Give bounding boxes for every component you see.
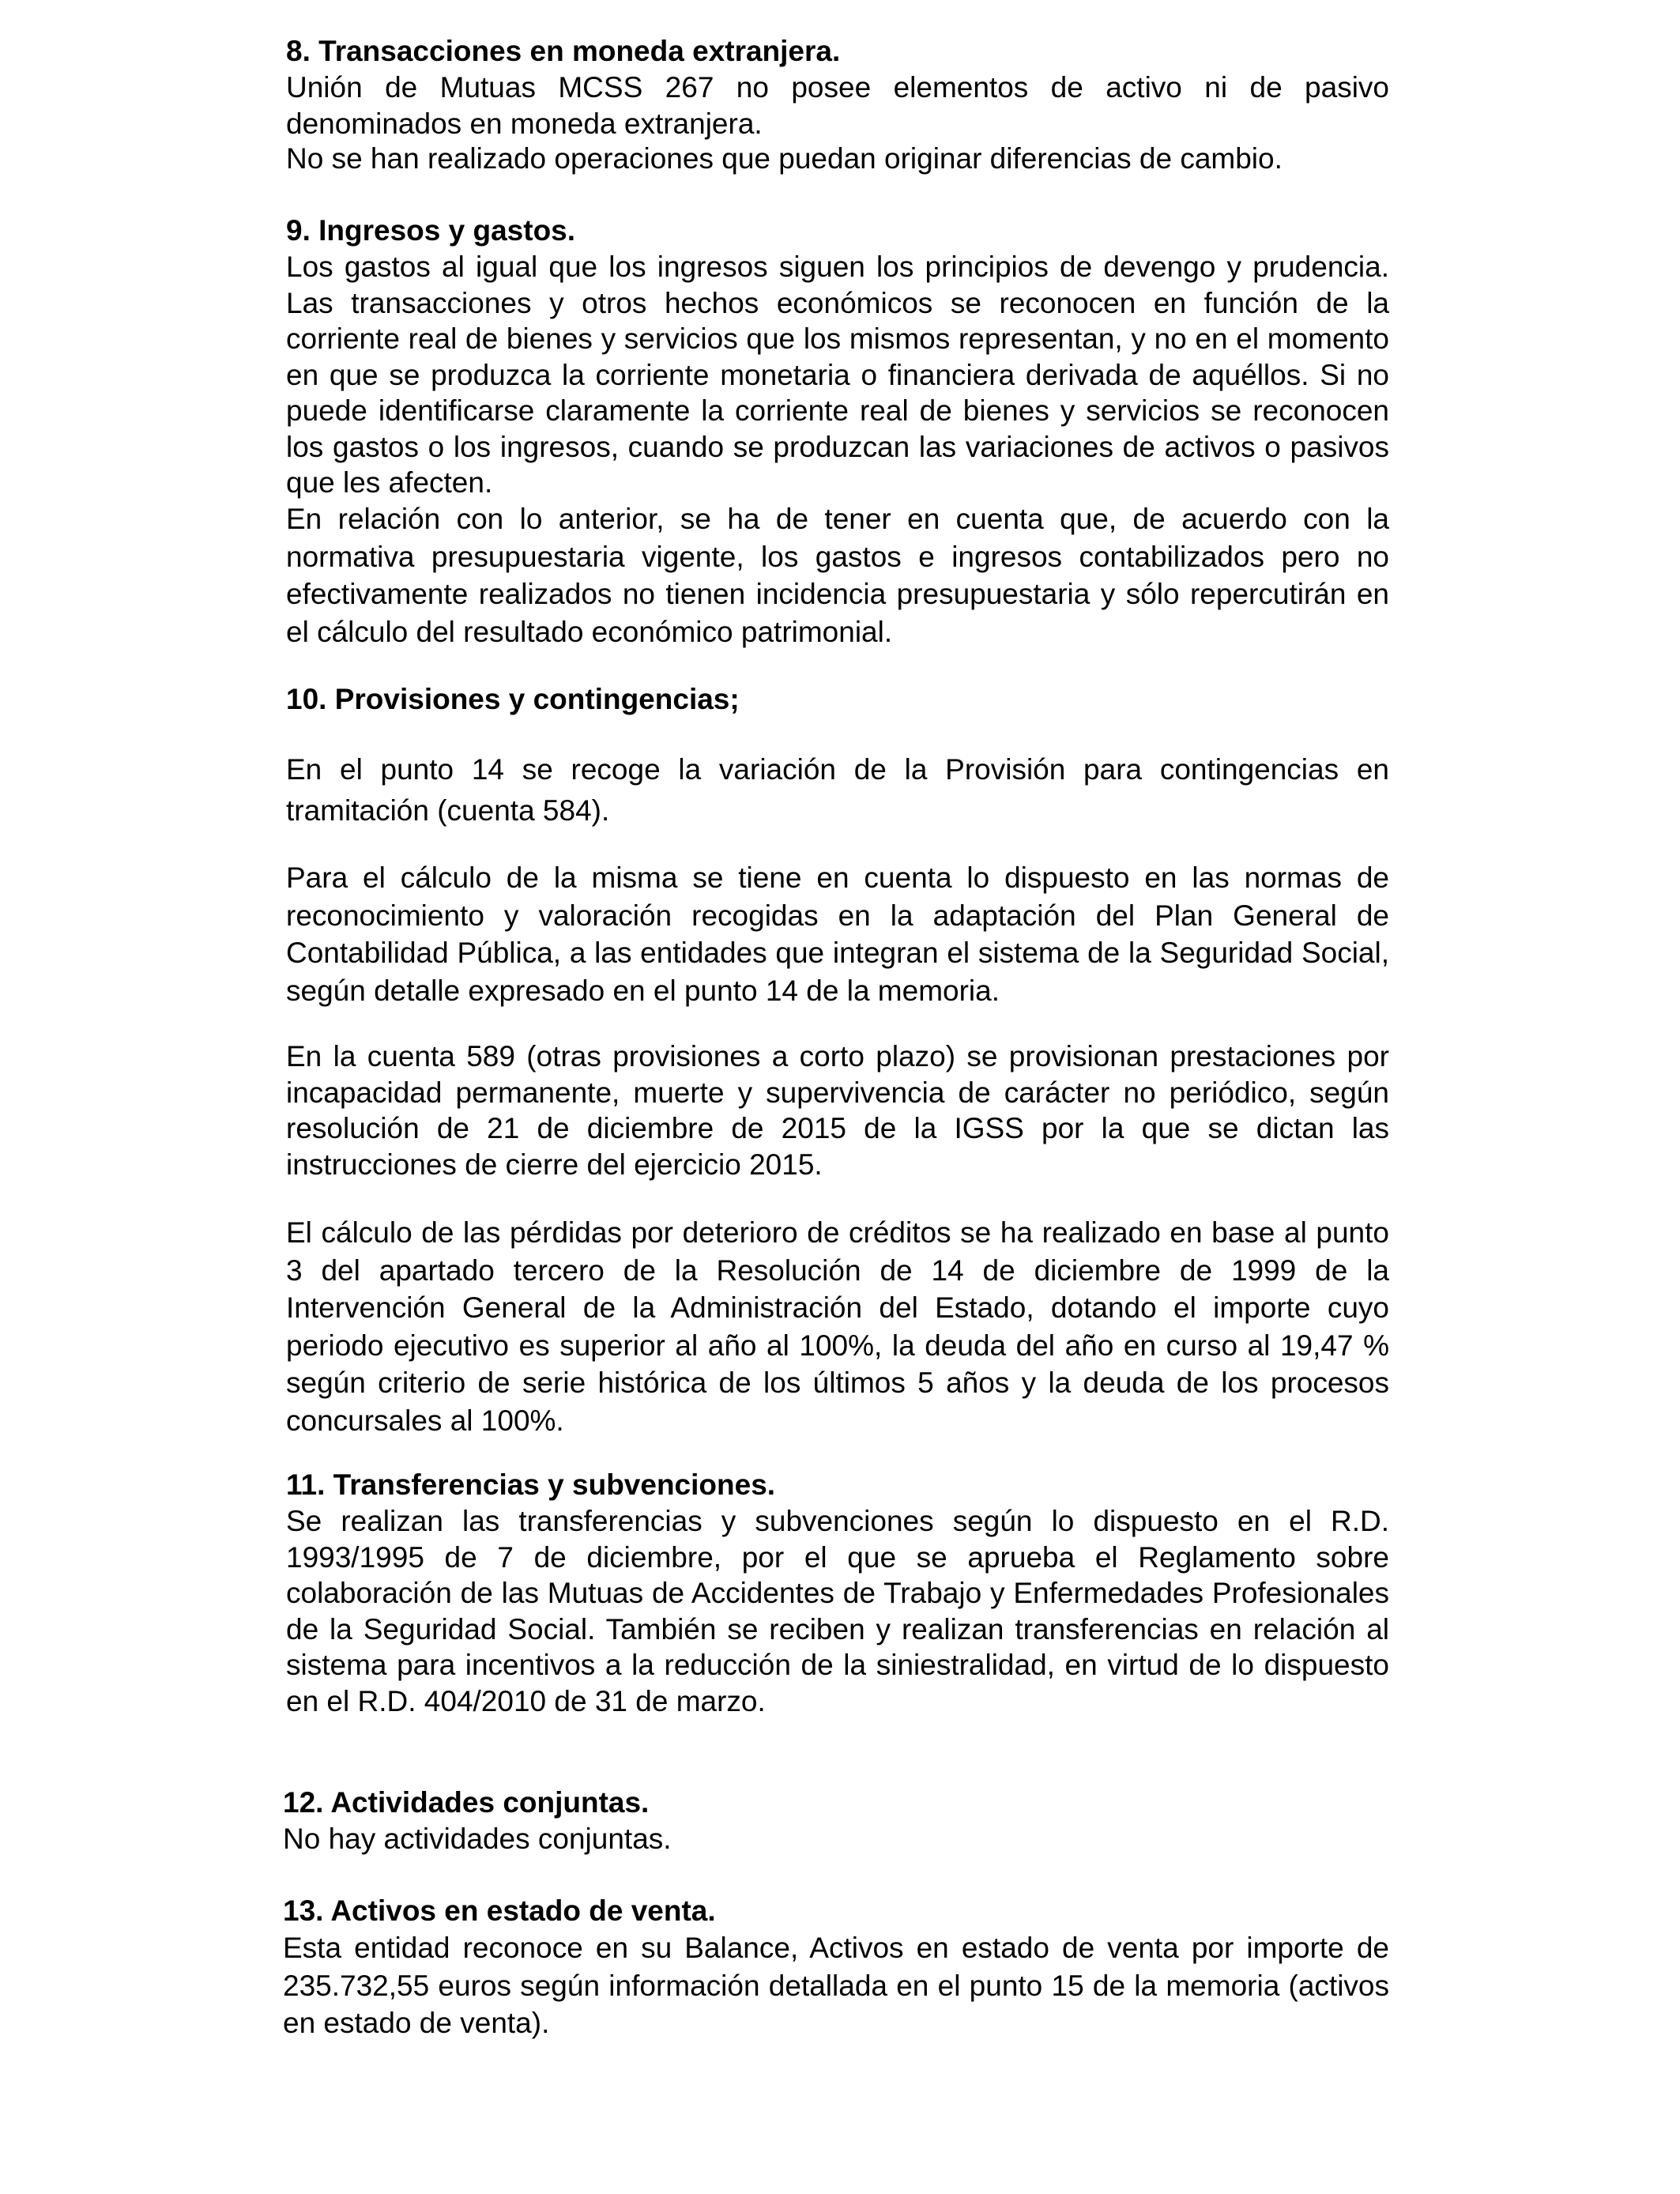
- section-11-heading: 11. Transferencias y subvenciones.: [286, 1468, 776, 1501]
- section-8-paragraph-2: No se han realizado operaciones que puedan originar diferencias de cambio.: [286, 142, 1283, 175]
- section-10-paragraph-4: El cálculo de las pérdidas por deterioro de créditos se ha realizado en base al punto 3 del apartado tercero de la Resolución de 14 de diciembre de 1999 de la Intervención General de la Administración del Estado, dotando el importe cuyo periodo ejecutivo es superior al año al 100%, la deuda del año en curso al 19,47 % según criterio de serie histórica de los últimos 5 años y la deuda de los procesos concursales al 100%.: [286, 1216, 1389, 1437]
- section-10-paragraph-2: Para el cálculo de la misma se tiene en cuenta lo dispuesto en las normas de reconocimiento y valoración recogidas en la adaptación del Plan General de Contabilidad Pública, a las entidades que integran el sistema de la Seguridad Social, según detalle expresado en el punto 14 de la memoria.: [286, 861, 1389, 1007]
- section-10-paragraph-1: En el punto 14 se recoge la variación de la Provisión para contingencias en tramitación (cuenta 584).: [286, 753, 1389, 827]
- section-11-paragraph-1: Se realizan las transferencias y subvenciones según lo dispuesto en el R.D. 1993/1995 de 7 de diciembre, por el que se aprueba el Reglamento sobre colaboración de las Mutuas de Accidentes de Trabajo y Enfermedades Profesionales de la Seguridad Social. También se reciben y realizan transferencias en relación al sistema para incentivos a la reducción de la siniestralidad, en virtud de lo dispuesto en el R.D. 404/2010 de 31 de marzo.: [286, 1505, 1389, 1717]
- section-13-heading: 13. Activos en estado de venta.: [283, 1894, 716, 1927]
- section-8-paragraph-1: Unión de Mutuas MCSS 267 no posee elementos de activo ni de pasivo denominados en moneda extranjera.: [286, 71, 1389, 140]
- section-10-paragraph-3: En la cuenta 589 (otras provisiones a corto plazo) se provisionan prestaciones por incapacidad permanente, muerte y supervivencia de carácter no periódico, según resolución de 21 de diciembre de 2015 de la IGSS por la que se dictan las instrucciones de cierre del ejercicio 2015.: [286, 1040, 1389, 1181]
- section-9-paragraph-2: En relación con lo anterior, se ha de tener en cuenta que, de acuerdo con la normativa presupuestaria vigente, los gastos e ingresos contabilizados pero no efectivamente realizados no tienen incidencia presupuestaria y sólo repercutirán en el cálculo del resultado económico patrimonial.: [286, 503, 1389, 648]
- section-10-heading: 10. Provisiones y contingencias;: [286, 683, 740, 715]
- section-12-heading: 12. Actividades conjuntas.: [283, 1786, 650, 1819]
- section-13-paragraph-1: Esta entidad reconoce en su Balance, Activos en estado de venta por importe de 235.732,55 euros según información detallada en el punto 15 de la memoria (activos en estado de venta).: [283, 1932, 1389, 2039]
- section-12-paragraph-1: No hay actividades conjuntas.: [283, 1823, 672, 1855]
- section-8-heading: 8. Transacciones en moneda extranjera.: [286, 35, 841, 67]
- section-9-paragraph-1: Los gastos al igual que los ingresos siguen los principios de devengo y prudencia. Las transacciones y otros hechos económicos se reconocen en función de la corriente real de bienes y servicios que los mismos representan, y no en el momento en que se produzca la corriente monetaria o financiera derivada de aquéllos. Si no puede identificarse claramente la corriente real de bienes y servicios se reconocen los gastos o los ingresos, cuando se produzcan las variaciones de activos o pasivos que les afecten.: [286, 251, 1389, 499]
- section-9-heading: 9. Ingresos y gastos.: [286, 214, 576, 247]
